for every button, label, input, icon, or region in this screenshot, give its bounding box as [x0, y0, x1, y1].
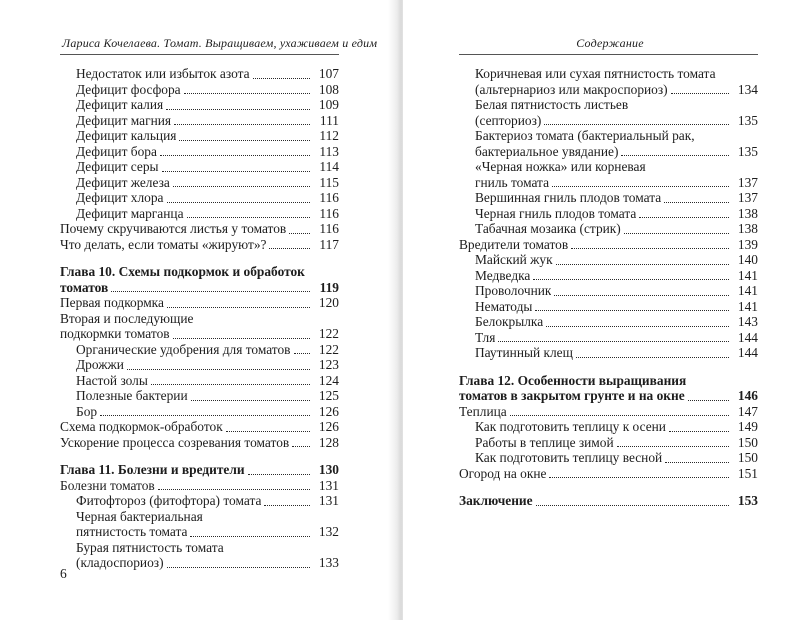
dot-leader	[167, 556, 310, 568]
dot-leader	[671, 82, 729, 94]
toc-entry-page: 141	[737, 298, 758, 314]
toc-entry-page: 112	[319, 128, 339, 143]
toc-entry-title: Дефицит марганца	[76, 205, 184, 221]
dot-leader	[571, 237, 729, 249]
dot-leader	[264, 494, 310, 506]
toc-entry-title: Вредители томатов	[459, 236, 569, 252]
toc-entry[interactable]	[60, 509, 339, 525]
toc-entry-title: пятнистость томата	[76, 524, 188, 539]
toc-entry-title: Дефицит железа	[76, 174, 170, 190]
toc-entry-title: Заключение	[459, 493, 533, 508]
dot-leader	[253, 67, 310, 79]
dot-leader	[544, 113, 729, 125]
dot-leader	[269, 237, 310, 249]
dot-leader	[554, 284, 729, 296]
toc-entry-title: Дефицит кальция	[76, 128, 177, 143]
toc-entry-page: 131	[318, 477, 339, 493]
dot-leader	[184, 82, 310, 94]
toc-entry[interactable]	[60, 190, 339, 206]
toc-entry-page: 126	[318, 403, 339, 419]
toc-entry-page: 124	[318, 372, 339, 388]
dot-leader	[535, 299, 729, 311]
toc-entry[interactable]	[60, 435, 339, 451]
toc-entry-page: 126	[318, 419, 339, 434]
toc-entry[interactable]	[459, 345, 758, 361]
dot-leader	[292, 435, 310, 447]
dot-leader	[158, 478, 310, 490]
toc-entry-page: 114	[319, 159, 339, 174]
toc-entry-title: Дефицит серы	[76, 159, 159, 174]
toc-entry-title: Органические удобрения для томатов	[76, 341, 291, 357]
toc-entry-title: Майский жук	[475, 252, 553, 267]
toc-entry-page: 115	[319, 174, 339, 190]
toc-entry[interactable]	[459, 435, 758, 451]
toc-entry-title: Глава 12. Особенности выращивания	[459, 372, 687, 388]
toc-entry[interactable]	[60, 97, 339, 113]
dot-leader	[510, 404, 729, 416]
toc-entry[interactable]	[459, 190, 758, 206]
toc-entry[interactable]	[60, 221, 339, 237]
toc-entry-title: Дрожжи	[76, 357, 124, 372]
toc-entry[interactable]	[459, 450, 758, 466]
toc-entry[interactable]	[459, 466, 758, 482]
left-page	[0, 0, 398, 620]
toc-entry-title: Черная гниль плодов томата	[475, 205, 637, 221]
toc-entry[interactable]	[60, 524, 339, 540]
toc-entry[interactable]	[60, 113, 339, 129]
dot-leader	[179, 129, 310, 141]
toc-entry[interactable]	[60, 342, 339, 358]
toc-entry-title: Бурая пятнистость томата	[76, 539, 224, 555]
toc-entry-title: Дефицит бора	[76, 143, 157, 159]
toc-entry-page: 125	[318, 388, 339, 403]
toc-entry-title: Как подготовить теплицу к осени	[475, 419, 666, 434]
toc-entry-page: 116	[319, 205, 339, 221]
toc-entry-page: 108	[318, 81, 339, 97]
toc-entry-page: 138	[737, 205, 758, 221]
toc-chapter-entry[interactable]	[60, 462, 339, 478]
toc-entry-page: 111	[319, 112, 339, 128]
toc-entry-title: Схема подкормок-обработок	[60, 419, 223, 434]
dot-leader	[556, 253, 729, 265]
toc-entry-title: Фитофтороз (фитофтора) томата	[76, 493, 262, 508]
header-rule-left	[60, 54, 339, 55]
toc-entry-title: Черная бактериальная	[76, 508, 203, 524]
toc-entry[interactable]	[60, 206, 339, 222]
dot-leader	[174, 113, 310, 125]
toc-entry-page: 123	[318, 357, 339, 372]
dot-leader	[167, 191, 311, 203]
toc-entry-page: 109	[318, 97, 339, 112]
toc-entry-page: 128	[318, 434, 339, 450]
toc-entry-title: Проволочник	[475, 283, 552, 298]
dot-leader	[162, 160, 310, 172]
toc-entry[interactable]	[459, 144, 758, 160]
toc-entry-title: Белая пятнистость листьев	[475, 97, 629, 112]
dot-leader	[151, 373, 310, 385]
dot-leader	[190, 525, 310, 537]
toc-entry-page: 135	[737, 143, 758, 159]
toc-entry-page: 141	[737, 267, 758, 283]
toc-entry[interactable]	[60, 159, 339, 175]
toc-entry[interactable]	[459, 128, 758, 144]
toc-entry-title: «Черная ножка» или корневая	[475, 159, 646, 174]
dot-leader	[191, 389, 310, 401]
dot-leader	[498, 330, 729, 342]
toc-entry[interactable]	[459, 404, 758, 420]
dot-leader	[549, 466, 729, 478]
toc-entry[interactable]	[60, 419, 339, 435]
dot-leader	[546, 315, 729, 327]
dot-leader	[669, 420, 729, 432]
toc-entry-page: 116	[319, 221, 339, 236]
toc-entry-title: Полезные бактерии	[76, 388, 188, 403]
toc-entry-page: 150	[737, 450, 758, 465]
toc-entry-page: 116	[319, 190, 339, 205]
section-gap	[459, 481, 758, 493]
toc-entry-page: 140	[737, 252, 758, 267]
toc-entry-title: Как подготовить теплицу весной	[475, 450, 663, 465]
right-page	[403, 0, 800, 620]
toc-entry-page: 153	[737, 493, 758, 508]
toc-entry[interactable]	[459, 221, 758, 237]
header-rule-right	[459, 54, 758, 55]
toc-entry[interactable]	[60, 478, 339, 494]
toc-entry-title: Вершинная гниль плодов томата	[475, 190, 662, 205]
toc-entry-title: (кладоспориоз)	[76, 555, 164, 570]
toc-entry-title: томатов в закрытом грунте и на окне	[459, 388, 685, 403]
toc-entry-page: 143	[737, 314, 758, 329]
toc-entry-page: 130	[318, 462, 339, 477]
toc-entry[interactable]	[60, 237, 339, 253]
toc-entry[interactable]	[60, 66, 339, 82]
toc-entry[interactable]	[459, 237, 758, 253]
toc-entry[interactable]	[60, 493, 339, 509]
toc-chapter-entry[interactable]	[60, 280, 339, 296]
toc-entry-title: Недостаток или избыток азота	[76, 66, 250, 81]
toc-entry-title: Глава 11. Болезни и вредители	[60, 462, 245, 477]
toc-entry-page: 122	[318, 326, 339, 341]
dot-leader	[167, 296, 310, 308]
section-gap	[459, 361, 758, 373]
toc-entry-title: Дефицит хлора	[76, 190, 164, 205]
toc-entry-page: 144	[737, 329, 758, 345]
toc-entry-page: 139	[737, 236, 758, 252]
toc-entry-page: 135	[737, 112, 758, 128]
toc-entry-title: Медведка	[475, 267, 531, 283]
toc-entry[interactable]	[459, 330, 758, 346]
toc-entry-title: Первая подкормка	[60, 295, 164, 310]
toc-entry[interactable]	[459, 314, 758, 330]
toc-entry-title: Бактериоз томата (бактериальный рак,	[475, 128, 695, 143]
toc-chapter-entry[interactable]	[459, 388, 758, 404]
toc-entry-title: Работы в теплице зимой	[475, 434, 614, 450]
toc-entry-page: 120	[318, 295, 339, 310]
toc-entry[interactable]	[459, 113, 758, 129]
dot-leader	[248, 463, 310, 475]
toc-entry-title: Настой золы	[76, 372, 148, 388]
toc-entry-page: 122	[318, 341, 339, 357]
toc-entry[interactable]	[60, 555, 339, 571]
dot-leader	[160, 144, 310, 156]
running-header-left: Лариса Кочелаева. Томат. Выращиваем, ухаживаем и едим	[62, 36, 378, 50]
dot-leader	[639, 206, 729, 218]
toc-entry-title: Коричневая или сухая пятнистость томата	[475, 66, 716, 81]
toc-entry-title: Почему скручиваются листья у томатов	[60, 221, 287, 236]
toc-entry-page: 107	[318, 66, 339, 81]
toc-entry-page: 119	[319, 279, 339, 295]
dot-leader	[187, 206, 310, 218]
toc-entry-title: (альтернариоз или макроспориоз)	[475, 81, 668, 97]
toc-entry-title: Тля	[475, 329, 496, 345]
toc-entry[interactable]	[60, 404, 339, 420]
toc-entry-page: 141	[737, 283, 758, 298]
dot-leader	[294, 342, 311, 354]
toc-entry-title: Паутинный клещ	[475, 345, 573, 360]
toc-entry[interactable]	[60, 128, 339, 144]
toc-entry-page: 144	[737, 345, 758, 360]
toc-entry-page: 131	[318, 493, 339, 508]
toc-entry-page: 113	[319, 143, 339, 159]
toc-entry[interactable]	[459, 82, 758, 98]
dot-leader	[111, 280, 310, 292]
toc-entry[interactable]	[459, 97, 758, 113]
dot-leader	[688, 389, 729, 401]
toc-entry-title: томатов	[60, 279, 109, 295]
toc-entry-page: 117	[319, 236, 339, 252]
toc-entry-title: гниль томата	[475, 174, 550, 190]
section-gap	[60, 252, 339, 264]
toc-entry[interactable]	[60, 357, 339, 373]
dot-leader	[552, 175, 729, 187]
toc-entry-title: Дефицит магния	[76, 112, 172, 128]
toc-entry-title: Что делать, если томаты «жируют»?	[60, 236, 267, 252]
toc-entry-title: Табачная мозаика (стрик)	[475, 221, 621, 236]
toc-entry[interactable]	[60, 175, 339, 191]
toc-entry-title: Дефицит калия	[76, 97, 164, 112]
dot-leader	[617, 435, 729, 447]
dot-leader	[536, 494, 729, 506]
toc-entry-title: Огород на окне	[459, 465, 547, 481]
toc-entry[interactable]	[459, 66, 758, 82]
toc-entry[interactable]	[459, 268, 758, 284]
dot-leader	[127, 358, 310, 370]
toc-entry[interactable]	[459, 419, 758, 435]
toc-entry-page: 134	[737, 81, 758, 97]
toc-chapter-entry[interactable]	[459, 493, 758, 509]
toc-entry-title: Теплица	[459, 403, 507, 419]
toc-entry-page: 149	[737, 419, 758, 434]
toc-entry[interactable]	[60, 295, 339, 311]
toc-entry-title: Глава 10. Схемы подкормок и обработок	[60, 264, 305, 279]
toc-entry-page: 137	[737, 190, 758, 205]
dot-leader	[533, 268, 729, 280]
dot-leader	[624, 222, 729, 234]
toc-entry-page: 147	[737, 403, 758, 419]
dot-leader	[100, 404, 310, 416]
toc-entry[interactable]	[60, 373, 339, 389]
toc-entry[interactable]	[60, 326, 339, 342]
toc-entry[interactable]	[459, 299, 758, 315]
toc-list-right	[459, 66, 758, 509]
toc-entry[interactable]	[459, 206, 758, 222]
dot-leader	[173, 175, 310, 187]
running-header-right: Содержание	[576, 36, 644, 50]
dot-leader	[621, 144, 729, 156]
toc-entry[interactable]	[60, 311, 339, 327]
toc-entry-page: 151	[737, 465, 758, 481]
toc-entry[interactable]	[60, 540, 339, 556]
toc-entry-title: Дефицит фосфора	[76, 81, 181, 97]
dot-leader	[166, 98, 310, 110]
toc-entry-page: 133	[318, 555, 339, 570]
toc-chapter-entry[interactable]	[60, 264, 339, 280]
toc-entry[interactable]	[459, 283, 758, 299]
toc-entry-page: 146	[737, 388, 758, 403]
toc-entry[interactable]	[459, 175, 758, 191]
toc-entry[interactable]	[459, 159, 758, 175]
toc-entry-page: 150	[737, 434, 758, 450]
page-number: 6	[60, 566, 67, 581]
toc-entry-title: Белокрылка	[475, 314, 544, 329]
toc-entry-title: (септориоз)	[475, 112, 542, 128]
dot-leader	[664, 191, 729, 203]
toc-entry-title: Бор	[76, 403, 98, 419]
toc-entry-title: Вторая и последующие	[60, 310, 194, 326]
toc-entry[interactable]	[60, 388, 339, 404]
dot-leader	[173, 327, 310, 339]
toc-list-left	[60, 66, 339, 571]
toc-entry-page: 137	[737, 174, 758, 190]
dot-leader	[665, 451, 729, 463]
toc-entry[interactable]	[60, 144, 339, 160]
dot-leader	[289, 222, 310, 234]
section-gap	[60, 450, 339, 462]
dot-leader	[226, 420, 310, 432]
toc-entry-title: бактериальное увядание)	[475, 143, 619, 159]
toc-entry-title: Болезни томатов	[60, 477, 155, 493]
toc-entry-title: Нематоды	[475, 298, 533, 314]
toc-entry-page: 138	[737, 221, 758, 236]
toc-chapter-entry[interactable]	[459, 373, 758, 389]
toc-entry-title: Ускорение процесса созревания томатов	[60, 434, 290, 450]
toc-entry-title: подкормки томатов	[60, 326, 170, 341]
toc-entry-page: 132	[318, 524, 339, 539]
toc-entry[interactable]	[459, 252, 758, 268]
toc-entry[interactable]	[60, 82, 339, 98]
dot-leader	[576, 346, 729, 358]
